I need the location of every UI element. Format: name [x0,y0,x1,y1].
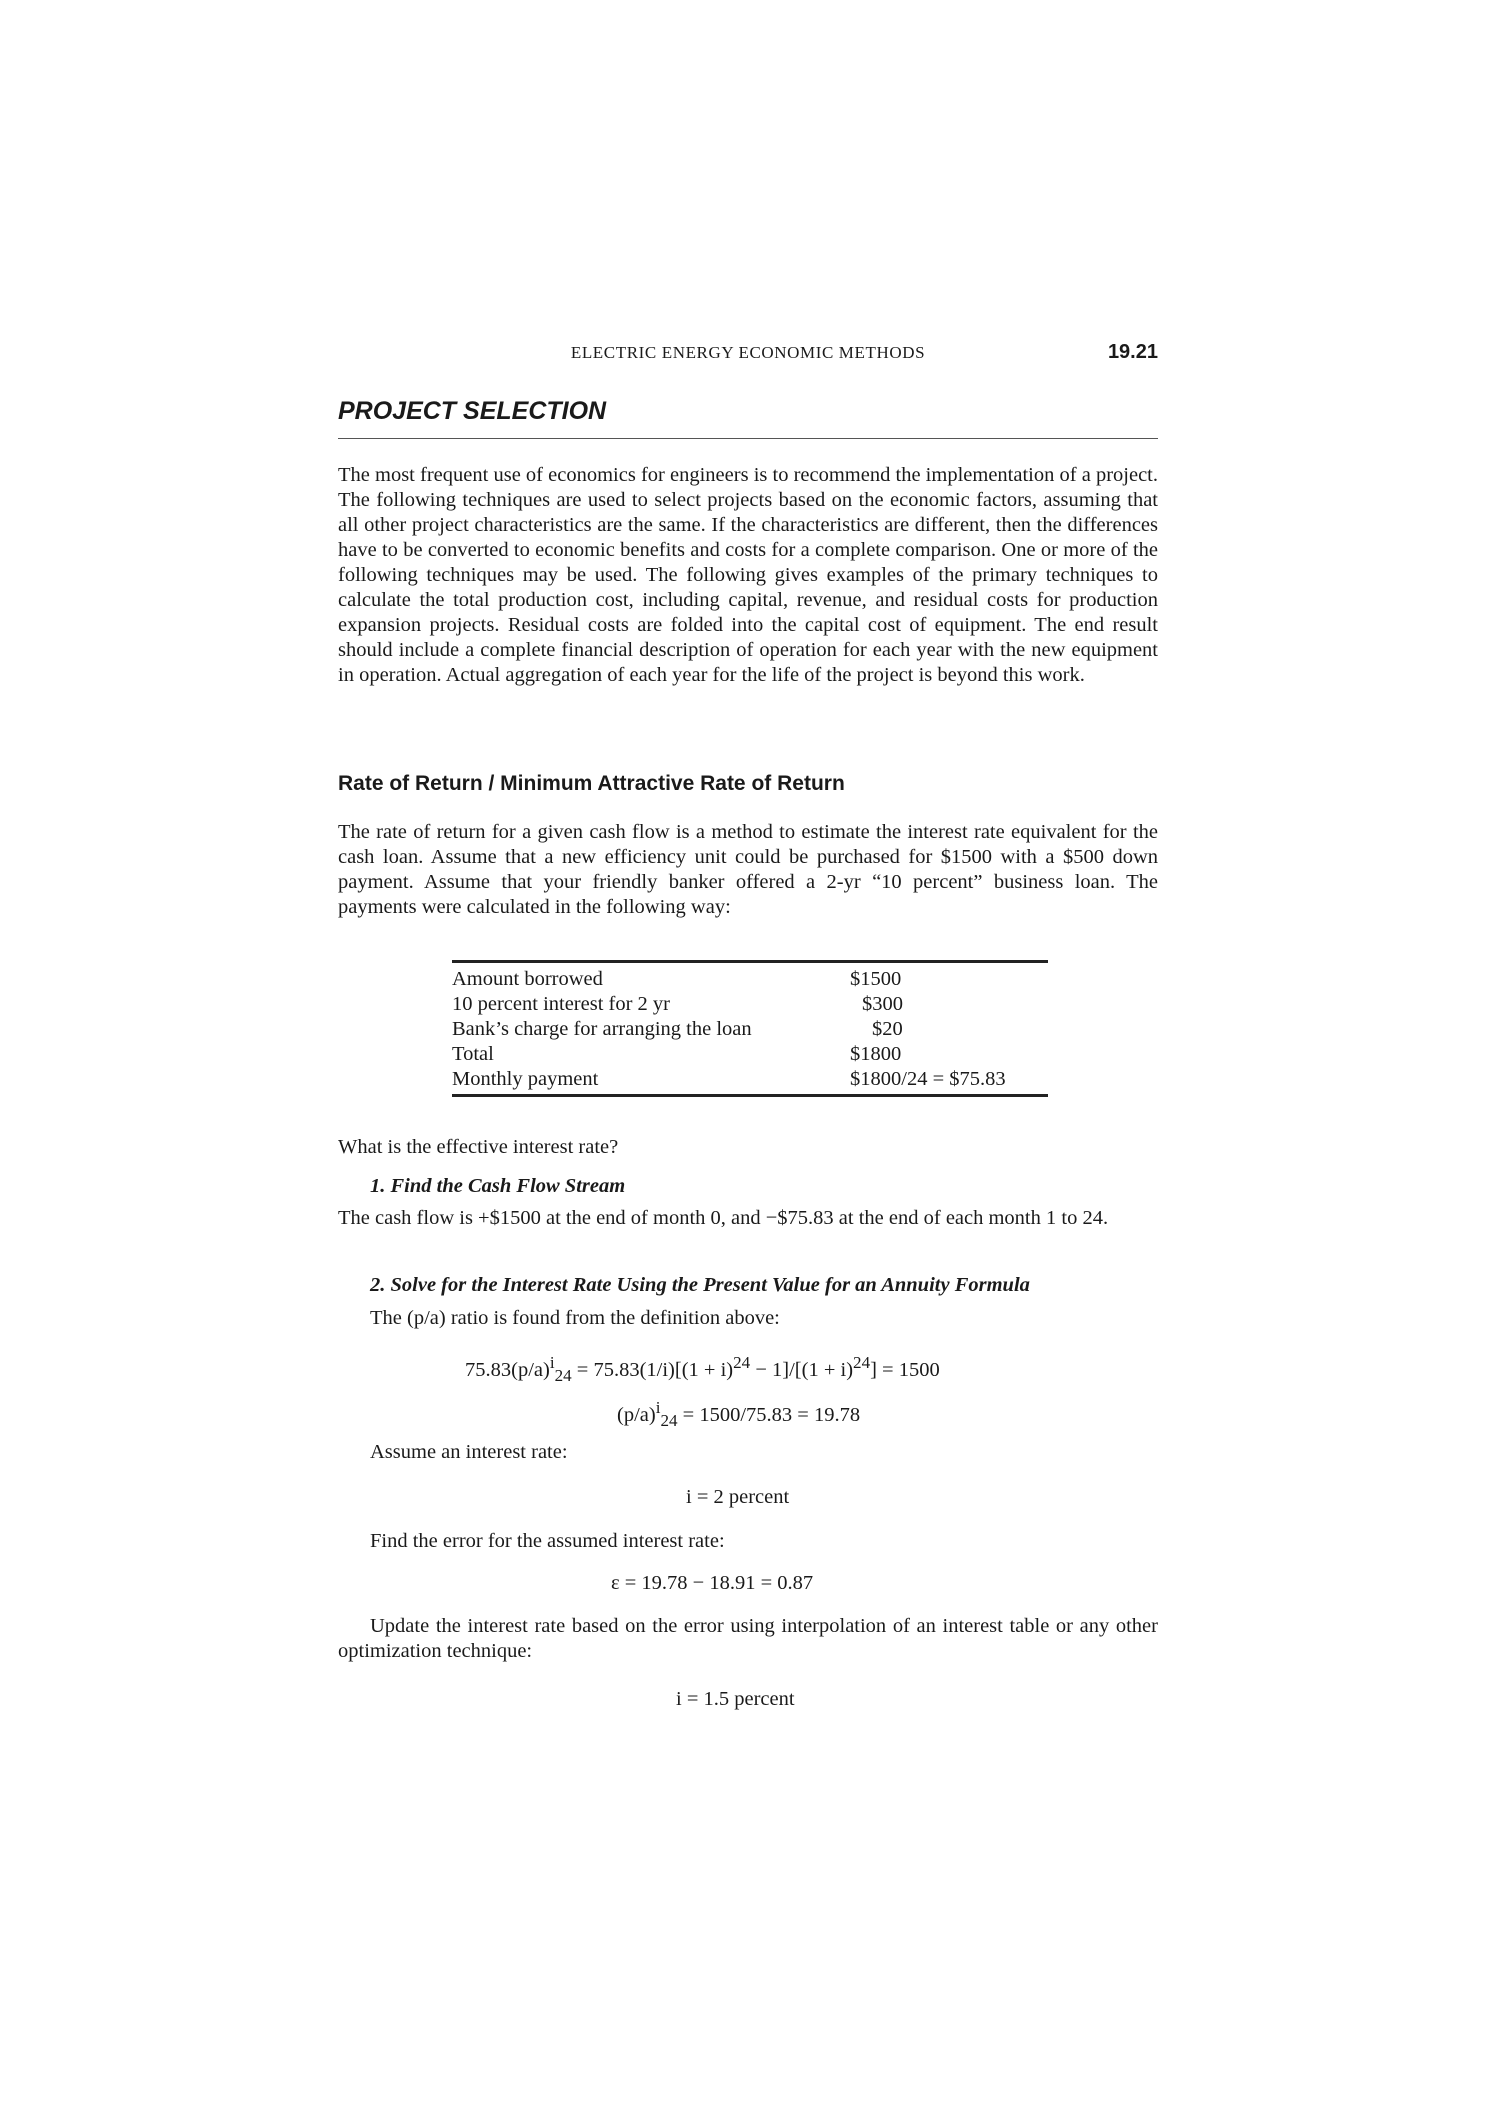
question-text: What is the effective interest rate? [338,1136,619,1158]
interest-rate-equation: i = 2 percent [686,1486,790,1508]
row-value: $20 [872,1018,903,1040]
row-value: $1800 [850,1043,902,1065]
eq-part: (p/a) [617,1403,656,1426]
table-row [452,1042,1048,1067]
ratio-equation [617,1395,860,1433]
assume-text: Assume an interest rate: [370,1441,568,1463]
error-text: Find the error for the assumed interest rate: [370,1530,725,1552]
eq-sup: i [549,1353,555,1372]
table-row [452,992,1048,1017]
table-row [452,1067,1048,1092]
table-row [452,1017,1048,1042]
error-equation: ε = 19.78 − 18.91 = 0.87 [611,1572,814,1594]
row-value: $300 [862,993,903,1015]
row-label: Total [452,1043,494,1065]
eq-part: = 75.83(1/i)[(1 + i) [571,1358,734,1381]
updated-rate-equation: i = 1.5 percent [676,1688,795,1710]
eq-sub: 24 [660,1410,678,1430]
running-head [338,343,1158,373]
eq-part: = 1500/75.83 = 19.78 [677,1403,861,1426]
table-row [452,967,1048,992]
eq-sup: i [655,1398,661,1417]
annuity-equation [465,1350,940,1388]
update-paragraph: Update the interest rate based on the error using interpolation of an interest table or any other optimization technique: [338,1615,1158,1662]
running-head-title: ELECTRIC ENERGY ECONOMIC METHODS [570,343,926,362]
rate-of-return-paragraph: The rate of return for a given cash flow is a method to estimate the interest rate equivalent for the cash loan. Assume that a new efficiency unit could be purchased for $1500 with a $500 down payment. Assume that your friendly banker offered a 2-yr “10 percent” business loan. The payments were calculated in the following way: [338,821,1158,918]
row-label: Monthly payment [452,1068,599,1090]
step-2-heading: 2. Solve for the Interest Rate Using the Present Value for an Annuity Formula [370,1274,1030,1296]
eq-part: 75.83(p/a) [465,1358,550,1381]
step-1-text: The cash flow is +$1500 at the end of month 0, and −$75.83 at the end of each month 1 to 24. [338,1207,1109,1229]
eq-sup: 24 [853,1353,871,1372]
section-heading: PROJECT SELECTION [338,397,1158,439]
eq-sub: 24 [554,1365,572,1385]
row-value: $1800/24 = $75.83 [850,1068,1006,1090]
subheading: Rate of Return / Minimum Attractive Rate of Return [338,772,845,795]
step-2-text: The (p/a) ratio is found from the definition above: [370,1307,780,1329]
page-number: 19.21 [1107,341,1158,363]
step-1-heading: 1. Find the Cash Flow Stream [370,1175,626,1197]
intro-paragraph: The most frequent use of economics for engineers is to recommend the implementation of a project. The following techniques are used to select projects based on the economic factors, assuming that all other project characteristics are the same. If the characteristics are different, then the differences have to be converted to economic benefits and costs for a complete comparison. One or more of the following techniques may be used. The following gives examples of the primary techniques to calculate the total production cost, including capital, revenue, and residual costs for production expansion projects. Residual costs are folded into the capital cost of equipment. The end result should include a complete financial description of operation for each year with the new equipment in operation. Actual aggregation of each year for the life of the project is beyond this work. [338,464,1158,686]
loan-table [452,960,1048,1097]
row-label: 10 percent interest for 2 yr [452,993,671,1015]
row-value: $1500 [850,968,902,990]
eq-part: − 1]/[(1 + i) [750,1358,854,1381]
eq-sup: 24 [733,1353,751,1372]
eq-part: ] = 1500 [870,1358,940,1381]
row-label: Bank’s charge for arranging the loan [452,1018,752,1040]
row-label: Amount borrowed [452,968,603,990]
